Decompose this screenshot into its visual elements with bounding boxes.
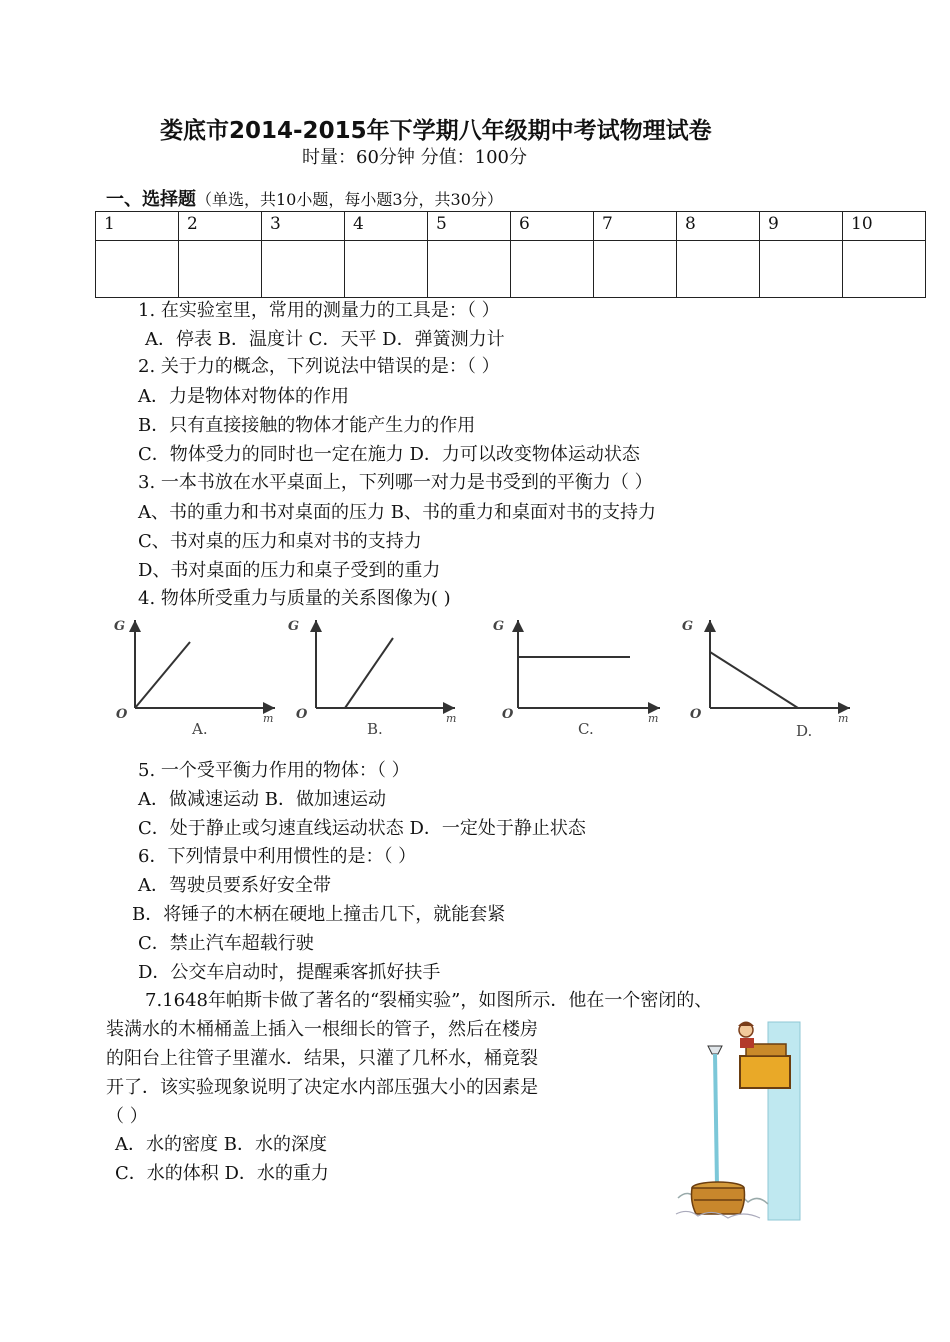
answer-col-4: 4: [345, 212, 428, 241]
graph-b-label: B.: [367, 720, 383, 738]
graph-c-y-label: G: [493, 619, 505, 634]
answer-cell-1[interactable]: [96, 241, 179, 298]
graph-a-label: A.: [192, 720, 208, 738]
q5-option-cd: C．处于静止或匀速直线运动状态 D．一定处于静止状态: [138, 818, 586, 839]
q3-option-c: C、书对桌的压力和桌对书的支持力: [138, 531, 422, 552]
graph-d-x-label: m: [838, 712, 849, 725]
barrel: [692, 1188, 745, 1214]
q7-line-4: 开了．该实验现象说明了决定水内部压强大小的因素是: [106, 1077, 538, 1098]
graph-c-origin: O: [502, 707, 514, 722]
answer-col-3: 3: [262, 212, 345, 241]
q3-option-ab: A、书的重力和书对桌面的压力 B、书的重力和桌面对书的支持力: [138, 502, 656, 523]
q5-option-ab: A．做减速运动 B．做加速运动: [138, 789, 386, 810]
q6-option-d: D．公交车启动时，提醒乘客抓好扶手: [138, 962, 441, 983]
q3-option-d: D、书对桌面的压力和桌子受到的重力: [138, 560, 441, 581]
water-pipe: [715, 1054, 717, 1186]
time-score-line: 时量：60分钟 分值：100分: [302, 147, 527, 168]
answer-col-6: 6: [511, 212, 594, 241]
answer-table: [95, 211, 926, 298]
answer-col-1: 1: [96, 212, 179, 241]
q2-option-cd: C．物体受力的同时也一定在施力 D．力可以改变物体运动状态: [138, 444, 640, 465]
answer-col-2: 2: [179, 212, 262, 241]
graph-d-y-label: G: [682, 619, 694, 634]
graph-c: [493, 619, 660, 738]
graph-a-line: [135, 642, 190, 708]
graph-b: [288, 619, 456, 738]
answer-cell-10[interactable]: [843, 241, 926, 298]
q6-option-c: C．禁止汽车超载行驶: [138, 933, 314, 954]
q1-options: A．停表 B．温度计 C．天平 D．弹簧测力计: [145, 329, 505, 350]
answer-cell-5[interactable]: [428, 241, 511, 298]
section-note: （单选，共10小题，每小题3分，共30分）: [196, 190, 503, 209]
q7-option-ab: A．水的密度 B．水的深度: [115, 1134, 327, 1155]
answer-col-7: 7: [594, 212, 677, 241]
q7-line-2: 装满水的木桶桶盖上插入一根细长的管子，然后在楼房: [106, 1019, 538, 1040]
q7-line-5: （ ）: [106, 1106, 148, 1127]
graph-a-origin: O: [116, 707, 128, 722]
graph-b-y-label: G: [288, 619, 300, 634]
graph-b-x-label: m: [446, 712, 457, 725]
exam-title: 娄底市2014-2015年下学期八年级期中考试物理试卷: [160, 118, 712, 144]
answer-col-5: 5: [428, 212, 511, 241]
balcony: [740, 1056, 790, 1088]
graph-d: [682, 619, 850, 740]
q2-stem: 2. 关于力的概念，下列说法中错误的是：（ ）: [138, 356, 500, 377]
graph-d-label: D.: [796, 722, 813, 740]
graph-a: [114, 619, 275, 738]
q3-stem: 3. 一本书放在水平桌面上，下列哪一对力是书受到的平衡力（ ）: [138, 472, 653, 493]
answer-col-9: 9: [760, 212, 843, 241]
answer-cell-2[interactable]: [179, 241, 262, 298]
graph-b-origin: O: [296, 707, 308, 722]
q7-line-3: 的阳台上往管子里灌水．结果，只灌了几杯水，桶竟裂: [106, 1048, 538, 1069]
answer-cell-7[interactable]: [594, 241, 677, 298]
graph-c-x-label: m: [648, 712, 659, 725]
answer-cell-6[interactable]: [511, 241, 594, 298]
answer-cell-3[interactable]: [262, 241, 345, 298]
section-heading: [106, 185, 503, 211]
answer-cell-8[interactable]: [677, 241, 760, 298]
graph-c-label: C.: [578, 720, 594, 738]
answer-cell-9[interactable]: [760, 241, 843, 298]
graph-b-line: [345, 638, 393, 708]
q7-option-cd: C．水的体积 D．水的重力: [115, 1163, 329, 1184]
g-m-graphs: [100, 610, 860, 745]
q5-stem: 5. 一个受平衡力作用的物体：（ ）: [138, 760, 410, 781]
q2-option-b: B．只有直接接触的物体才能产生力的作用: [138, 415, 476, 436]
q6-option-a: A．驾驶员要系好安全带: [138, 875, 331, 896]
q6-stem: 6．下列情景中利用惯性的是：（ ）: [138, 846, 417, 867]
graph-d-origin: O: [690, 707, 702, 722]
q2-option-a: A．力是物体对物体的作用: [138, 386, 349, 407]
q7-line-1: 7.1648年帕斯卡做了著名的“裂桶实验”，如图所示．他在一个密闭的、: [145, 990, 713, 1011]
q6-option-b: B．将锤子的木柄在硬地上撞击几下，就能套紧: [132, 904, 506, 925]
q1-stem: 1. 在实验室里，常用的测量力的工具是：（ ）: [138, 300, 500, 321]
pascal-barrel-illustration: [668, 1018, 808, 1226]
section-title: 一、选择题: [106, 189, 196, 210]
graph-a-y-label: G: [114, 619, 126, 634]
answer-col-10: 10: [843, 212, 926, 241]
answer-col-8: 8: [677, 212, 760, 241]
graph-a-x-label: m: [263, 712, 274, 725]
graph-d-line: [710, 652, 798, 708]
answer-cell-4[interactable]: [345, 241, 428, 298]
q4-stem: 4. 物体所受重力与质量的关系图像为( ): [138, 588, 451, 609]
